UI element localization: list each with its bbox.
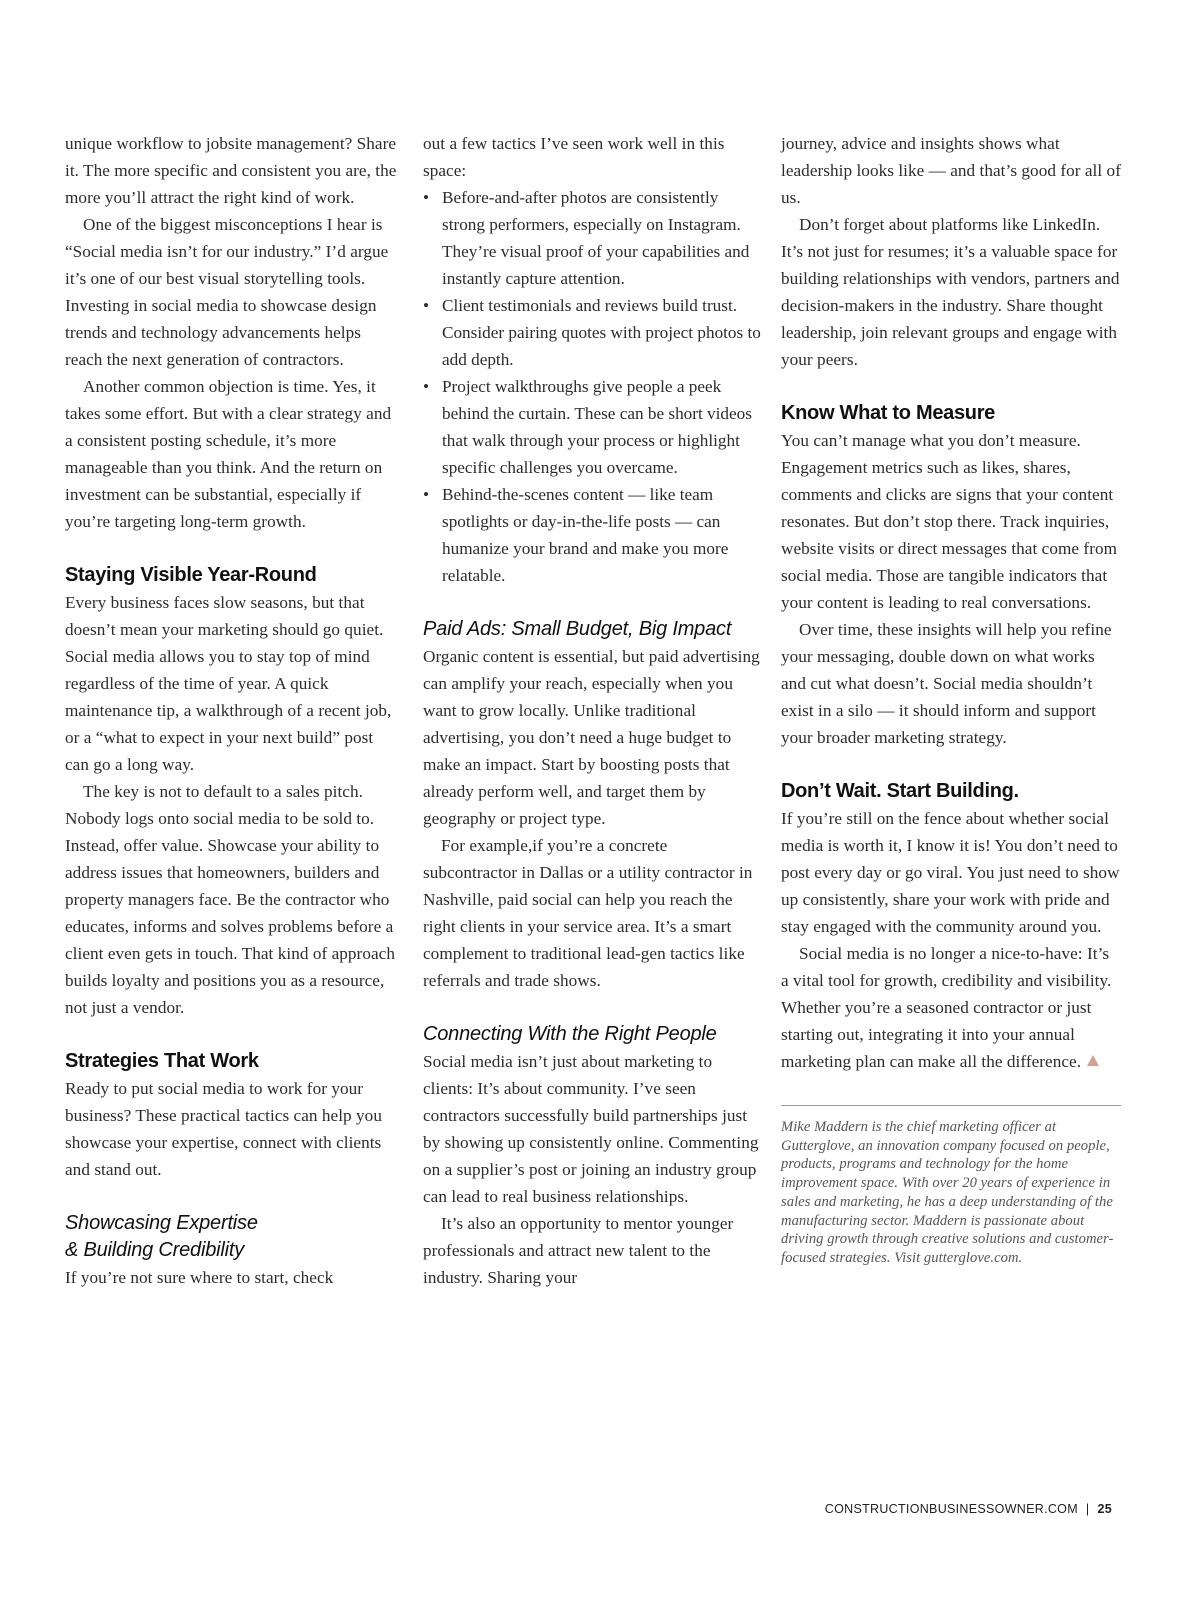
page-footer [825, 1502, 1112, 1516]
body-paragraph: If you’re not sure where to start, check [65, 1268, 334, 1287]
tactics-list [423, 184, 763, 589]
body-paragraph: You can’t manage what you don’t measure. Engagement metrics such as likes, shares, comments and clicks are signs that your content resonates. But don’t stop there. Track inquiries, website visits or direct messages that come from social media. Those are tangible indicators that your content is leading to real conversations. [781, 431, 1118, 612]
bullet-icon: • [423, 296, 430, 315]
body-paragraph: The key is not to default to a sales pitch. Nobody logs onto social media to be sold to. Instead, offer value. Showcase your ability to address issues that homeowners, builders and property managers face. Be the contractor who educates, informs and solves problems before a client even gets in touch. That kind of approach builds loyalty and positions you as a resource, not just a vendor. [65, 782, 395, 1017]
body-paragraph: Ready to put social media to work for your business? These practical tactics can help you showcase your expertise, connect with clients and stand out. [65, 1079, 382, 1179]
body-paragraph: Over time, these insights will help you refine your messaging, double down on what works and cut what doesn’t. Social media shouldn’t exist in a silo — it should inform and support your broader marketing strategy. [781, 620, 1112, 747]
body-paragraph: Don’t forget about platforms like LinkedIn. It’s not just for resumes; it’s a valuable space for building relationships with vendors, partners and decision-makers in the industry. Share thought leadership, join relevant groups and engage with your peers. [781, 215, 1120, 369]
column-1 [65, 130, 400, 1291]
section-heading-staying-visible: Staying Visible Year-Round [65, 564, 317, 586]
body-paragraph: Social media is no longer a nice-to-have: It’s a vital tool for growth, credibility and visibility. Whether you’re a seasoned contractor or just starting out, integrating it into your annual marketing plan can make all the difference. [781, 944, 1112, 1071]
body-paragraph: It’s also an opportunity to mentor younger professionals and attract new talent to the industry. Sharing your [423, 1214, 734, 1287]
body-paragraph: Another common objection is time. Yes, it takes some effort. But with a clear strategy and a consistent posting schedule, it’s more manageable than you think. And the return on investment can be substantial, especially if you’re targeting long-term growth. [65, 377, 392, 531]
section-heading-know-what-to-measure: Know What to Measure [781, 402, 996, 424]
column-2 [423, 130, 763, 1291]
list-item: • Before-and-after photos are consistently strong performers, especially on Instagram. They’re visual proof of your capabilities and instantly capture attention. [423, 184, 763, 292]
column-3 [781, 130, 1121, 1268]
body-paragraph: If you’re still on the fence about whether social media is worth it, I know it is! You don’t need to post every day or go viral. You just need to show up consistently, share your work with pride and stay engaged with the community around you. [781, 809, 1120, 936]
subheading-showcasing-line-2: & Building Credibility [65, 1239, 245, 1261]
subheading-paid-ads: Paid Ads: Small Budget, Big Impact [423, 618, 732, 640]
body-paragraph: out a few tactics I’ve seen work well in this space: [423, 134, 725, 180]
body-paragraph: Every business faces slow seasons, but that doesn’t mean your marketing should go quiet. Social media allows you to stay top of mind regardless of the time of year. A quick maintenance tip, a walkthrough of a recent job, or a “what to expect in your next build” post can go a long way. [65, 593, 392, 774]
bullet-icon: • [423, 188, 430, 207]
body-paragraph: For example,if you’re a concrete subcontractor in Dallas or a utility contractor in Nashville, paid social can help you reach the right clients in your service area. It’s a smart complement to traditional lead-gen tactics like referrals and trade shows. [423, 836, 753, 990]
list-item: • Project walkthroughs give people a peek behind the curtain. These can be short videos that walk through your process or highlight specific challenges you overcame. [423, 373, 763, 481]
body-paragraph: journey, advice and insights shows what leadership looks like — and that’s good for all of us. [781, 134, 1121, 207]
bullet-icon: • [423, 485, 430, 504]
body-paragraph: One of the biggest misconceptions I hear is “Social media isn’t for our industry.” I’d argue it’s one of our best visual storytelling tools. Investing in social media to showcase design trends and technology advancements helps reach the next generation of contractors. [65, 215, 389, 369]
section-heading-strategies: Strategies That Work [65, 1050, 259, 1072]
bullet-icon: • [423, 377, 430, 396]
subheading-showcasing-line-1: Showcasing Expertise [65, 1212, 258, 1234]
footer-site-link[interactable]: CONSTRUCTIONBUSINESSOWNER.COM [824, 1502, 1078, 1516]
end-of-article-triangle-icon [1087, 1055, 1099, 1066]
footer-separator: | [1085, 1502, 1090, 1516]
subheading-connecting: Connecting With the Right People [423, 1023, 717, 1045]
author-bio: Mike Maddern is the chief marketing officer at Gutterglove, an innovation company focused on people, products, programs and technology for the home improvement space. With over 20 years of experience in sales and marketing, he has a deep understanding of the manufacturing sector. Maddern is passionate about driving growth through creative solutions and customer-focused strategies. Visit gutterglove.com. [781, 1119, 1114, 1266]
section-heading-start-building: Don’t Wait. Start Building. [781, 780, 1019, 802]
page-number: 25 [1097, 1502, 1112, 1516]
bio-divider [781, 1105, 1121, 1106]
list-item: • Client testimonials and reviews build trust. Consider pairing quotes with project photos to add depth. [423, 292, 763, 373]
body-paragraph: unique workflow to jobsite management? Share it. The more specific and consistent you are, the more you’ll attract the right kind of work. [65, 134, 397, 207]
body-paragraph: Organic content is essential, but paid advertising can amplify your reach, especially when you want to grow locally. Unlike traditional advertising, you don’t need a huge budget to make an impact. Start by boosting posts that already perform well, and target them by geography or project type. [423, 647, 760, 828]
list-item: • Behind-the-scenes content — like team spotlights or day-in-the-life posts — can humanize your brand and make you more relatable. [423, 481, 763, 589]
body-paragraph: Social media isn’t just about marketing to clients: It’s about community. I’ve seen contractors successfully build partnerships just by showing up consistently online. Commenting on a supplier’s post or joining an industry group can lead to real business relationships. [423, 1052, 759, 1206]
